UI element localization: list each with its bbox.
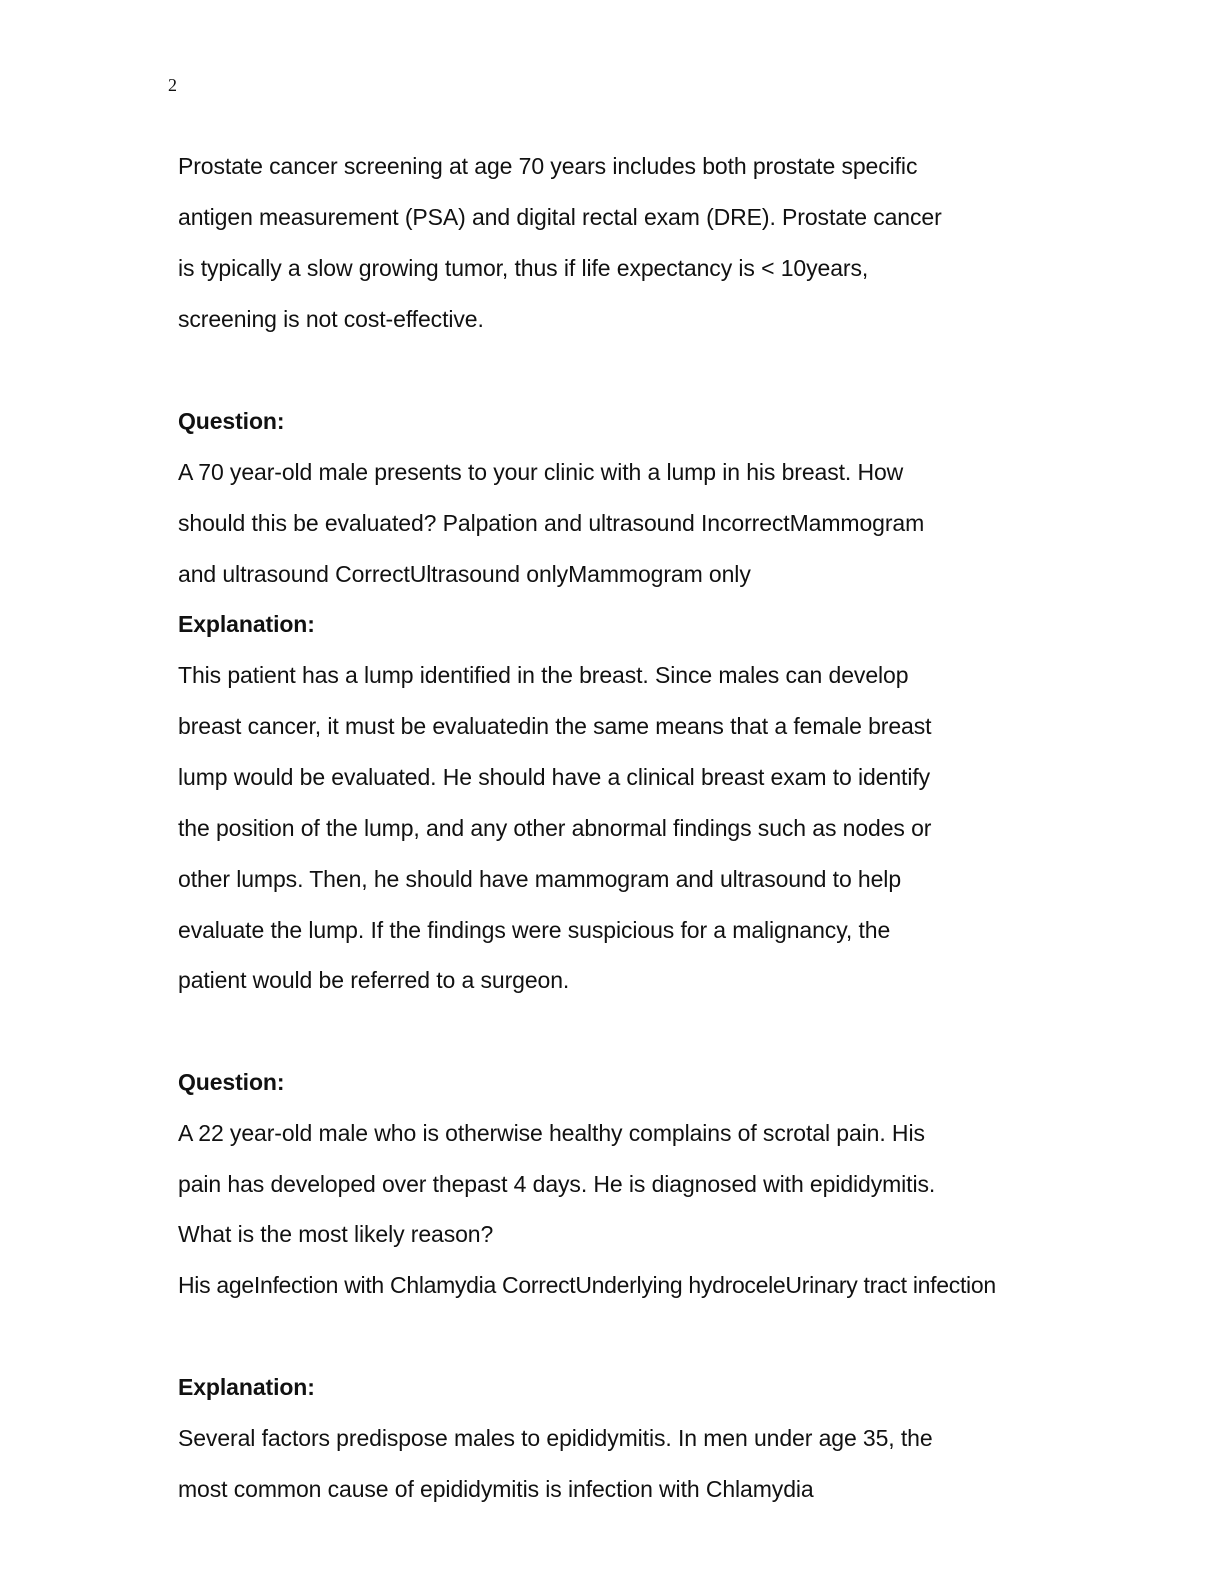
explanation-2-line-1: Several factors predispose males to epididymitis. In men under age 35, the (178, 1425, 933, 1451)
question-1-line-2: should this be evaluated? Palpation and ultrasound IncorrectMammogram (178, 510, 925, 536)
question-2-heading: Question: (178, 1069, 285, 1095)
explanation-1-line-3: lump would be evaluated. He should have a clinical breast exam to identify (178, 764, 931, 790)
question-2-line-3: What is the most likely reason? (178, 1221, 494, 1247)
intro-line-2: antigen measurement (PSA) and digital rectal exam (DRE). Prostate cancer (178, 204, 942, 230)
intro-line-4: screening is not cost-effective. (178, 306, 484, 332)
question-1-heading: Question: (178, 408, 285, 434)
explanation-1-line-4: the position of the lump, and any other abnormal findings such as nodes or (178, 815, 932, 841)
explanation-1-line-2: breast cancer, it must be evaluatedin the same means that a female breast (178, 713, 932, 739)
page-number: 2 (168, 75, 177, 95)
explanation-1-line-1: This patient has a lump identified in the breast. Since males can develop (178, 662, 909, 688)
explanation-1-line-5: other lumps. Then, he should have mammogram and ultrasound to help (178, 866, 902, 892)
intro-line-3: is typically a slow growing tumor, thus if life expectancy is < 10years, (178, 255, 869, 281)
question-1-line-3: and ultrasound CorrectUltrasound onlyMammogram only (178, 561, 751, 587)
explanation-2-heading: Explanation: (178, 1374, 315, 1400)
question-2-line-1: A 22 year-old male who is otherwise healthy complains of scrotal pain. His (178, 1120, 925, 1146)
intro-line-1: Prostate cancer screening at age 70 years includes both prostate specific (178, 153, 918, 179)
question-2-answers: His ageInfection with Chlamydia CorrectUnderlying hydroceleUrinary tract infection (178, 1272, 996, 1298)
explanation-2-line-2: most common cause of epididymitis is infection with Chlamydia (178, 1476, 814, 1502)
explanation-1-heading: Explanation: (178, 611, 315, 637)
question-2-line-2: pain has developed over thepast 4 days. He is diagnosed with epididymitis. (178, 1171, 936, 1197)
explanation-1-line-7: patient would be referred to a surgeon. (178, 967, 570, 993)
explanation-1-line-6: evaluate the lump. If the findings were suspicious for a malignancy, the (178, 917, 891, 943)
question-1-line-1: A 70 year-old male presents to your clinic with a lump in his breast. How (178, 459, 904, 485)
